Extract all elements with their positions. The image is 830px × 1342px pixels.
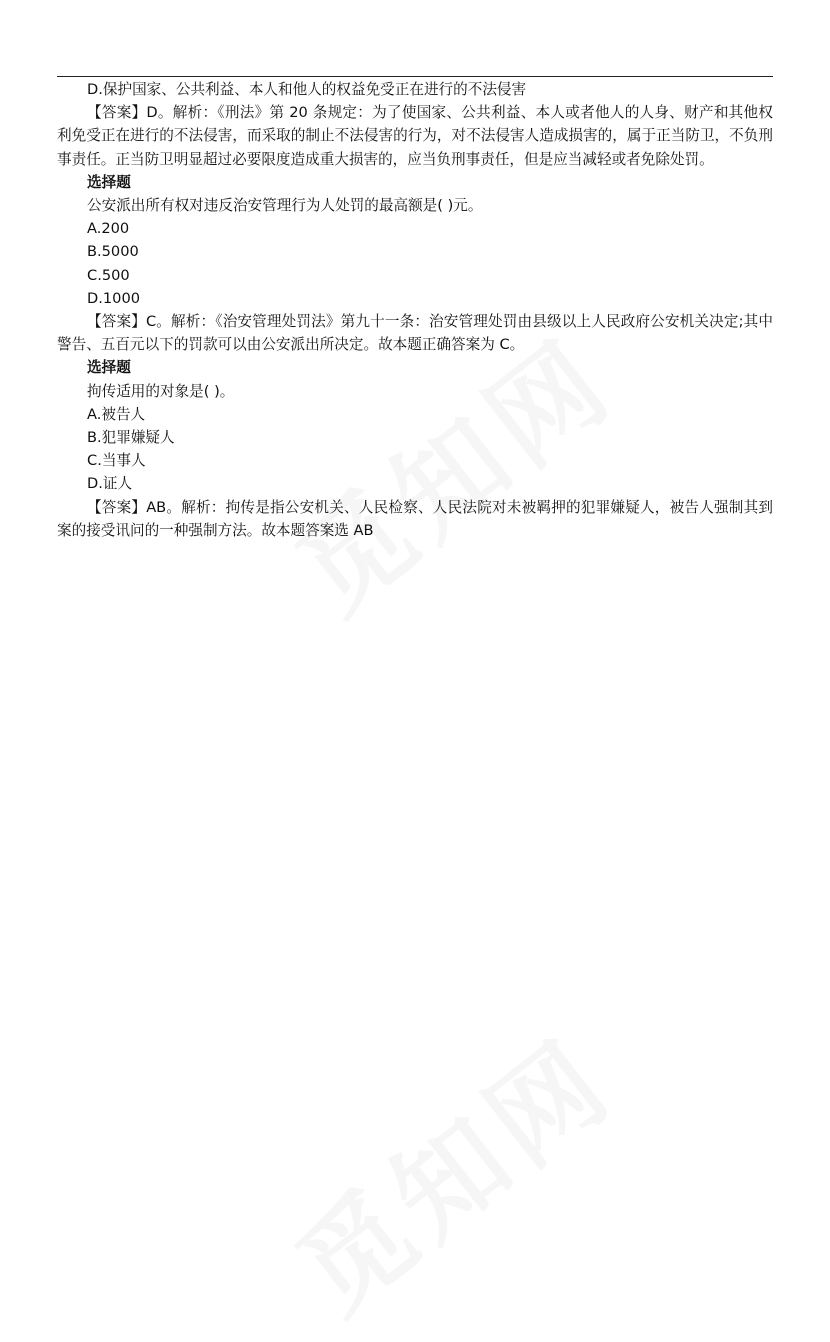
option-c-2: C.当事人	[87, 452, 146, 470]
option-b-2: B.犯罪嫌疑人	[87, 429, 175, 447]
watermark-bottom	[260, 996, 641, 1342]
header-rule	[57, 76, 773, 77]
option-c-1: C.500	[87, 266, 130, 284]
document-body	[57, 78, 773, 542]
question-heading-1: 选择题	[87, 173, 131, 191]
option-d-1: D.1000	[87, 289, 141, 307]
question-heading-2: 选择题	[87, 359, 131, 377]
answer-3: 【答案】AB。解析：拘传是指公安机关、人民检察、人民法院对未被羁押的犯罪嫌疑人，被告人强制其到案的接受讯问的一种强制方法。故本题答案选 AB	[57, 498, 773, 539]
option-d-2: D.证人	[87, 475, 133, 493]
question-2: 拘传适用的对象是( )。	[87, 382, 235, 400]
answer-2: 【答案】C。解析：《治安管理处罚法》第九十一条：治安管理处罚由县级以上人民政府公安机关决定;其中警告、五百元以下的罚款可以由公安派出所决定。故本题正确答案为 C。	[57, 313, 773, 354]
option-a-2: A.被告人	[87, 405, 146, 423]
answer-1: 【答案】D。解析：《刑法》第 20 条规定：为了使国家、公共利益、本人或者他人的人身、财产和其他权利免受正在进行的不法侵害，而采取的制止不法侵害的行为，对不法侵害人造成损害的，属于正当防卫，不负刑事责任。正当防卫明显超过必要限度造成重大损害的，应当负刑事责任，但是应当减轻或者免除处罚。	[57, 104, 773, 168]
option-b-1: B.5000	[87, 243, 139, 261]
option-a-1: A.200	[87, 220, 130, 238]
option-d-prev: D.保护国家、公共利益、本人和他人的权益免受正在进行的不法侵害	[87, 81, 527, 98]
question-1: 公安派出所有权对违反治安管理行为人处罚的最高额是( )元。	[87, 197, 483, 215]
